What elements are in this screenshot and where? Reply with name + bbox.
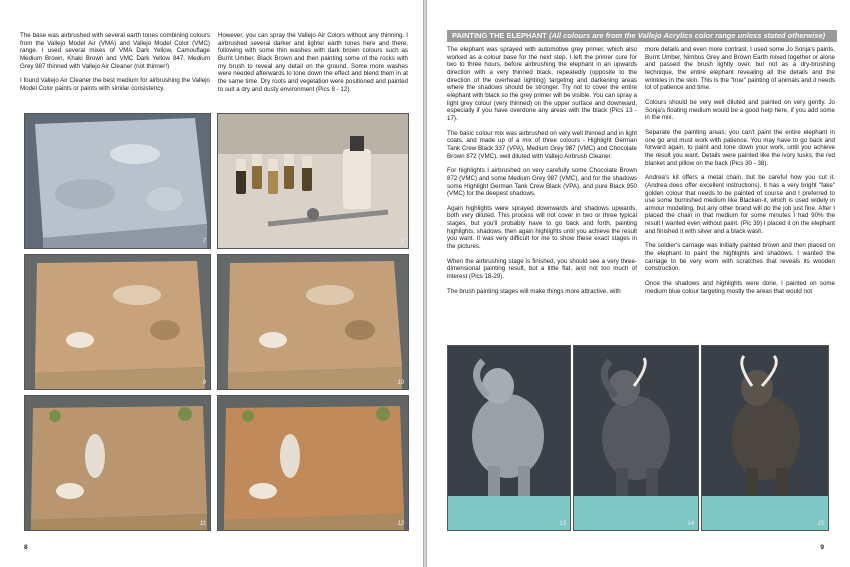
right-page [427, 0, 850, 567]
paragraph: The basic colour mix was airbrushed on very well thinned and in light coats, and made up of a mix of three colours - Highlight German Tank Crew Black 337 (VPA), Medium Grey 987 (VMC) and Chocolate Brown 872 (VMC), well diluted with Vallejo Airbrush Cleaner. [447, 129, 637, 160]
photo-9 [24, 254, 211, 390]
paragraph: The base was airbrushed with several earth tones combining colours from the Vallejo Model Air (VMA) and Vallejo Model Color (VMC) range. I used several mixes of VMA Dark Yellow, Camouflage Medium Brown, Khaki Brown and VMC Dark Yellow 847, Medium Grey 987 thinned with Vallejo Air Cleaner (not thinner!) [20, 32, 210, 70]
elephant-grey-image [448, 346, 570, 530]
photo-10 [217, 254, 409, 390]
right-col-2 [645, 46, 835, 343]
photo-number: 11 [199, 521, 206, 527]
photo-number: 7 [202, 239, 206, 245]
photo-number: 15 [817, 521, 824, 527]
photo-14 [573, 345, 699, 531]
section-heading [447, 30, 837, 42]
heading-title: PAINTING THE ELEPHANT [452, 31, 547, 40]
photo-number: 8 [400, 239, 404, 245]
photo-13 [447, 345, 571, 531]
heading-note: (All colours are from the Vallejo Acrylics color range unless stated otherwise) [548, 31, 826, 40]
page-number: 8 [24, 544, 28, 551]
paragraph: Again highlights were sprayed downwards and shadows upwards, both very diluted. This process will not cover in two or three typical stages, but you'll probably have to go back and forth, painting highlights, shadows, then again highlights until you achieve the result you want. It was very difficult for me to show these exact stages in the pictures. [447, 204, 637, 251]
paragraph: The elephant was sprayed with automotive grey primer, which also worked as a colour base for the next step. I left the primer cure for two to three hours, before airbrushing the elephant in an upwards direction with a very thinned black, repeatedly (opposite to the direction of the overhead lighting) targeting and darkening areas where the shadows should be stronger. Try not to cover the entire elephant with black so the grey primer will be visible. You can spray a light grey colour (very thinned) on the upper surface and downward, especially if you have overdone any areas with the black (Pics 13 - 17). [447, 46, 637, 122]
photo-11 [24, 395, 211, 531]
paragraph: Separate the painting areas; you can't paint the entire elephant in one go and must work with patience. You may have to go back and forward again, to paint and tone down your work, until you achieve the result you want. Details were painted like the ivory tusks, the red blanket and pillow on the back (Pics 30 - 38). [645, 128, 835, 167]
primed-base-image [25, 114, 210, 248]
paragraph: For highlights I airbrushed on very carefully some Chocolate Brown 872 (VMC) and some Medium Grey 987 (VMC), and for the shadows some Highlight German Tank Crew Black (VPA), and pure Black 950 (VMC) for the deepest shadows. [447, 167, 637, 198]
photo-8 [217, 113, 409, 249]
paragraph: The soldier's carriage was initially painted brown and then placed on the elephant to paint the highlights and shadows. I wanted the carriage to be very worn with scratches that reveals its wooden construction. [645, 242, 835, 273]
paragraph: more details and even more contrast. I used some Jo Sonja's paints, Burnt Umber, Nimbus Grey and Brown Earth mixed together or alone and passed the brush lightly over, but not as a dry-brushing technique, the entire elephant revealing all the details and the wrinkles in the skin. This is the "true" painting of animals and it needs lot of patience and time. [645, 46, 835, 92]
right-col-1 [447, 46, 637, 343]
painted-base-image [25, 255, 210, 389]
photo-number: 9 [202, 380, 206, 386]
photo-number: 14 [687, 521, 694, 527]
paragraph: I found Vallejo Air Cleaner the best medium for airbrushing the Vallejo Model Color paints or paints with similar consistency. [20, 77, 210, 92]
paragraph: Colours should be very well diluted and painted on very gently. Jo Sonja's floating medium would be a good help here, if you add some in the mix. [645, 98, 835, 122]
photo-15 [701, 345, 829, 531]
photo-12 [217, 395, 409, 531]
paragraph: The brush painting stages will make things more attractive, with [447, 287, 621, 295]
paints-airbrush-image [218, 114, 408, 248]
left-page [0, 0, 423, 567]
elephant-dark-image [574, 346, 698, 530]
photo-number: 12 [397, 521, 404, 527]
paragraph: However, you can spray the Vallejo Air Colors without any thinning. I airbrushed several darker and lighter earth tones here and there, following with some thin washes with dark brown colours such as Burnt Umber, Black Brown and then painting some of the rocks with my brush to reveal any detail on the ground. Some more washes were needed afterwards to tone down the effect and blend them in at the same time. Dry roots and vegetation were positioned and painted to suit a dry and dusty environment (Pics 8 - 12). [218, 32, 408, 93]
left-col-2 [218, 32, 408, 110]
painted-base-image [218, 255, 408, 389]
photo-number: 13 [559, 521, 566, 527]
paragraph: When the airbrushing stage is finished, you should see a very three-dimensional painting result, but a little flat, and not too much of interest (Pics 18-29). [447, 257, 637, 281]
left-col-1 [20, 32, 210, 110]
paragraph: Once the shadows and highlights were done, I painted on some medium blue colour targeting mostly the areas that would not [645, 280, 835, 295]
elephant-painted-image [702, 346, 828, 530]
page-number: 9 [820, 544, 824, 551]
photo-7 [24, 113, 211, 249]
photo-number: 10 [397, 380, 404, 386]
paragraph: Andrea's kit offers a metal chain, but be careful how you cut it. (Andrea does offer excellent instructions). It has a very bright "fake" golden colour that needs to be painted of course and I preferred to use some burnished medium like Blacken-it, which is used widely in armour modelling, but any other brand will do the job just fine. After I placed the chain in that medium for some minutes I had 90% the result I wanted even without paint. (Pic 39) I placed it on the elephant and finished it with silver and a black wash. [645, 174, 835, 235]
painted-base-image [25, 396, 210, 530]
painted-base-image [218, 396, 408, 530]
